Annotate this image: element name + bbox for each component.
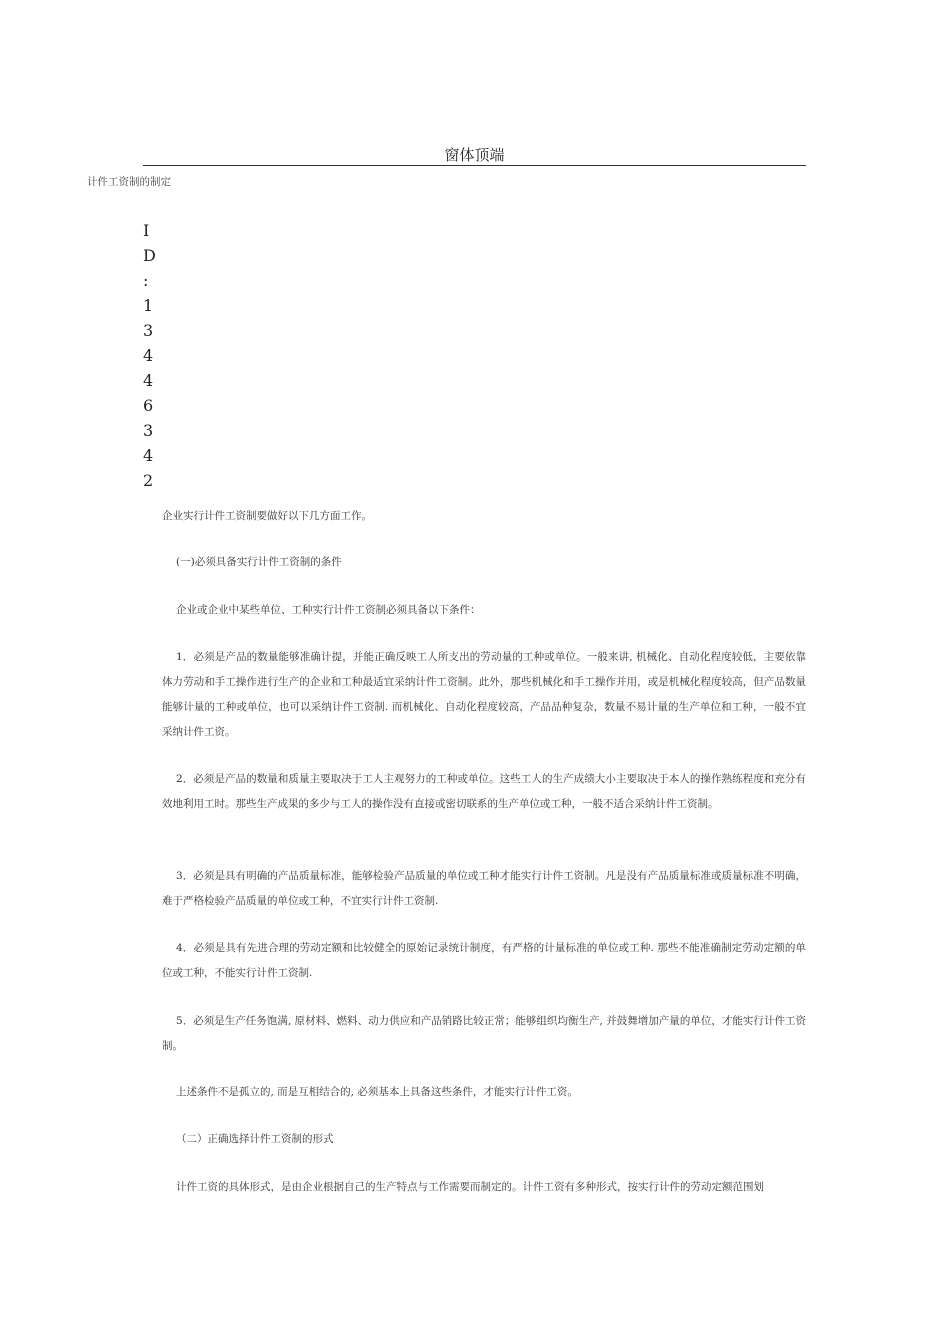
id-char: 4 bbox=[143, 346, 154, 365]
id-char: 4 bbox=[143, 446, 154, 465]
condition-1: 1．必须是产品的数量能够准确计提，并能正确反映工人所支出的劳动量的工种或单位。一般来讲, 机械化、自动化程度较低，主要依靠体力劳动和手工操作进行生产的企业和工种最适宜采纳计件工资制。此外，那些机械化和手工操作并用，或是机械化程度较高，但产品数量能够计量的工种或单位，也可以采纳计件工资制. 而机械化、自动化程度较高，产品品种复杂，数量不易计量的生产单位和工种，一般不宜采纳计件工资。 bbox=[162, 651, 806, 738]
form-top-bar bbox=[143, 140, 806, 166]
id-char: : bbox=[143, 271, 149, 290]
conditions-summary: 上述条件不是孤立的, 而是互相结合的, 必须基本上具备这些条件，才能实行计件工资。 bbox=[176, 1086, 578, 1098]
condition-5: 5．必须是生产任务饱满, 原材料、燃料、动力供应和产品销路比较正常；能够组织均衡生产, 并鼓舞增加产量的单位，才能实行计件工资制。 bbox=[162, 1015, 806, 1052]
condition-3: 3．必须是具有明确的产品质量标准，能够检验产品质量的单位或工种才能实行计件工资制。凡是没有产品质量标准或质量标准不明确，难于严格检验产品质量的单位或工种，不宜实行计件工资制. bbox=[162, 870, 806, 907]
section-heading-2: （二）正确选择计件工资制的形式 bbox=[176, 1133, 334, 1145]
id-char: I bbox=[143, 221, 150, 240]
id-char: 6 bbox=[143, 396, 154, 415]
condition-2: 2．必须是产品的数量和质量主要取决于工人主观努力的工种或单位。这些工人的生产成绩大小主要取决于本人的操作熟练程度和充分有效地利用工时。那些生产成果的多少与工人的操作没有直接或密切联系的生产单位或工种，一般不适合采纳计件工资制。 bbox=[162, 773, 806, 810]
document-title: 计件工资制的制定 bbox=[87, 176, 171, 188]
id-char: D bbox=[143, 246, 156, 265]
forms-paragraph: 计件工资的具体形式，是由企业根据自己的生产特点与工作需要而制定的。计件工资有多种形式，按实行计件的劳动定额范围划 bbox=[176, 1181, 764, 1193]
form-top-label: 窗体顶端 bbox=[444, 146, 505, 164]
conditions-intro: 企业或企业中某些单位、工种实行计件工资制必须具备以下条件： bbox=[176, 604, 481, 616]
id-char: 4 bbox=[143, 371, 154, 390]
id-char: 3 bbox=[143, 421, 154, 440]
id-char: 2 bbox=[143, 471, 154, 490]
condition-4: 4．必须是具有先进合理的劳动定额和比较健全的原始记录统计制度，有严格的计量标准的单位或工种. 那些不能准确制定劳动定额的单位或工种，不能实行计件工资制. bbox=[162, 942, 806, 979]
document-id bbox=[143, 218, 163, 493]
id-char: 1 bbox=[143, 296, 154, 315]
id-char: 3 bbox=[143, 321, 154, 340]
section-heading-1: (一)必须具备实行计件工资制的条件 bbox=[176, 556, 342, 568]
intro-paragraph: 企业实行计件工资制要做好以下几方面工作。 bbox=[162, 510, 372, 522]
